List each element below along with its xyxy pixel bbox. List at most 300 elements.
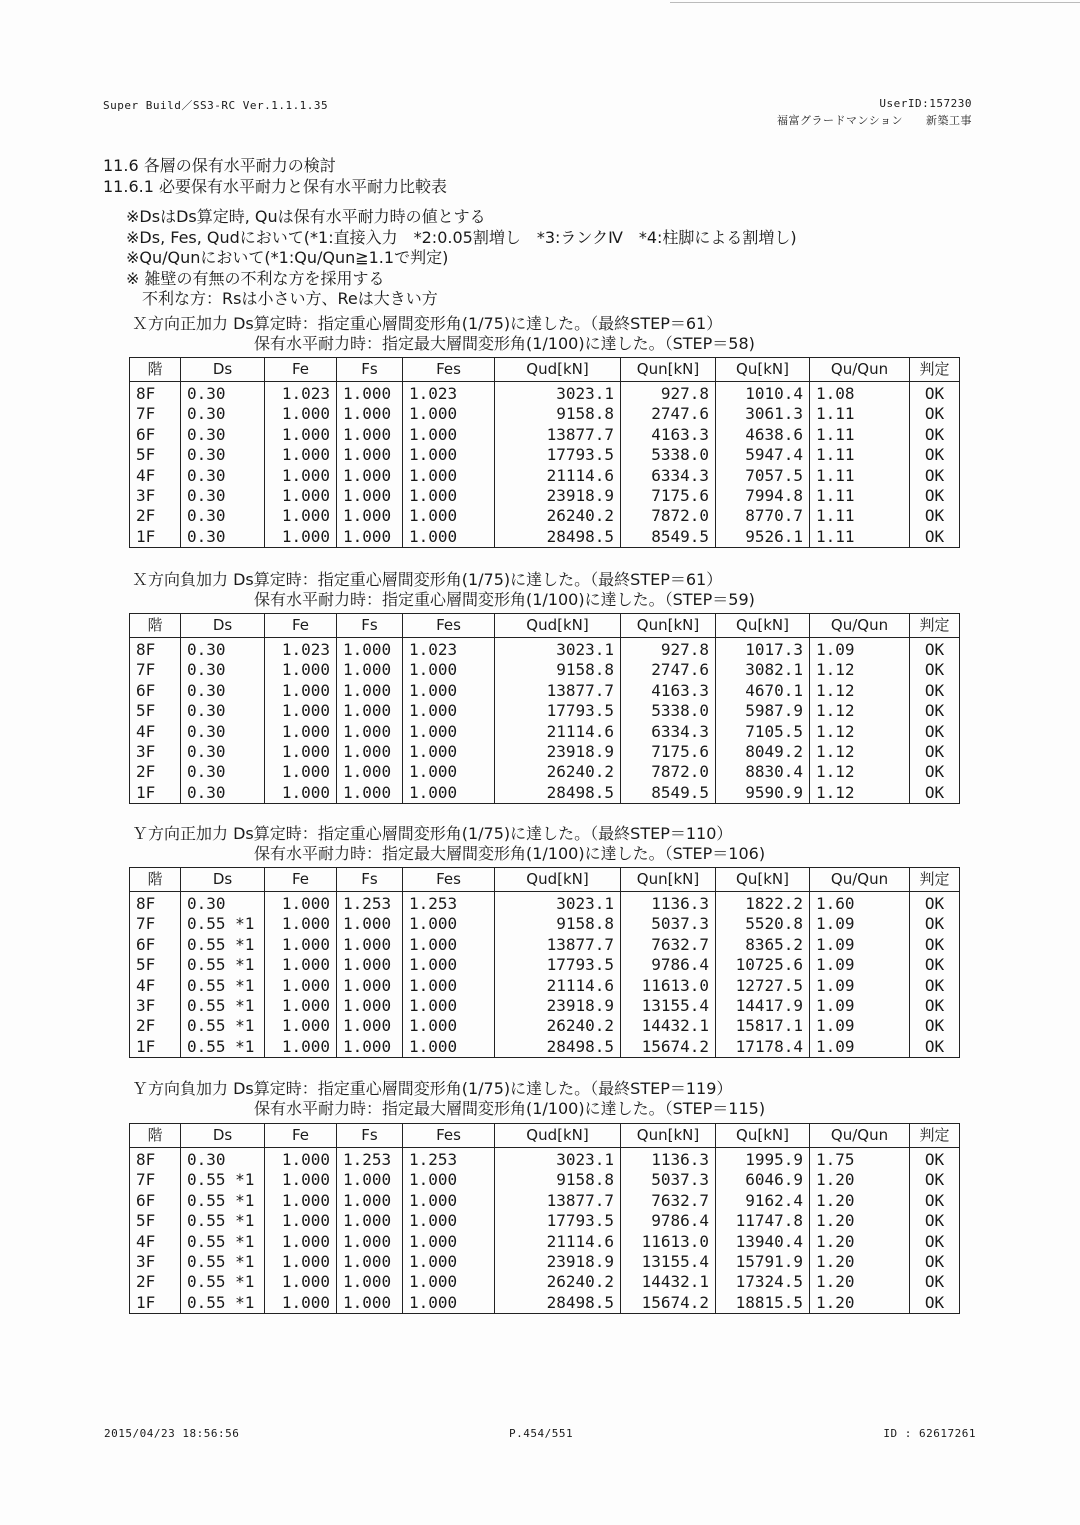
cell-fes: 1.000 [403,722,495,742]
table-row [130,762,960,782]
cell-qu: 8830.4 [716,762,810,782]
cell-fs: 1.000 [337,382,403,405]
cell-qun: 15674.2 [621,1293,716,1314]
cell-ratio: 1.20 [810,1272,910,1292]
cell-ratio: 1.60 [810,892,910,915]
cell-qud: 26240.2 [495,506,621,526]
cell-ratio: 1.20 [810,1293,910,1314]
cell-ratio: 1.11 [810,466,910,486]
cell-qud: 17793.5 [495,701,621,721]
table-row [130,1148,960,1171]
cell-ds: 0.55 *1 [181,1170,265,1190]
table-row [130,445,960,465]
cell-qun: 7175.6 [621,486,716,506]
cell-judgement: OK [910,506,960,526]
cell-fes: 1.000 [403,701,495,721]
cell-fe: 1.000 [265,466,337,486]
cell-floor: 1F [130,1037,181,1058]
cell-qun: 7872.0 [621,506,716,526]
cell-fs: 1.000 [337,1016,403,1036]
cell-qud: 3023.1 [495,892,621,915]
cell-qud: 28498.5 [495,783,621,804]
cell-ratio: 1.12 [810,701,910,721]
cell-fe: 1.023 [265,638,337,661]
table-row [130,1037,960,1058]
case-caption-line1: Ｙ方向正加力 Ds算定時：指定重心層間変形角(1/75)に達した。（最終STEP＝110） [132,824,733,843]
cell-floor: 1F [130,527,181,548]
cell-qud: 23918.9 [495,996,621,1016]
column-header-qu: Qu[kN] [716,1124,810,1148]
cell-fs: 1.253 [337,1148,403,1171]
cell-ratio: 1.11 [810,445,910,465]
note-line: ※ 雑壁の有無の不利な方を採用する [126,268,385,288]
cell-fes: 1.000 [403,1170,495,1190]
cell-fes: 1.000 [403,996,495,1016]
table-row [130,1211,960,1231]
cell-qu: 8049.2 [716,742,810,762]
cell-qud: 23918.9 [495,486,621,506]
cell-qu: 10725.6 [716,955,810,975]
cell-judgement: OK [910,466,960,486]
case-caption [132,570,755,610]
column-header-ratio: Qu/Qun [810,1124,910,1148]
column-header-qud: Qud[kN] [495,868,621,892]
cell-ds: 0.30 [181,701,265,721]
column-header-floor: 階 [130,358,181,382]
cell-qu: 15791.9 [716,1252,810,1272]
cell-qun: 4163.3 [621,681,716,701]
cell-fe: 1.000 [265,1191,337,1211]
cell-qun: 5338.0 [621,701,716,721]
cell-fs: 1.000 [337,681,403,701]
notes-block [126,207,797,310]
cell-ratio: 1.12 [810,783,910,804]
cell-qud: 21114.6 [495,1232,621,1252]
cell-floor: 6F [130,1191,181,1211]
cell-floor: 4F [130,1232,181,1252]
cell-fes: 1.000 [403,935,495,955]
cell-ds: 0.55 *1 [181,935,265,955]
cell-floor: 2F [130,506,181,526]
cell-fes: 1.000 [403,404,495,424]
cell-floor: 7F [130,660,181,680]
cell-fe: 1.000 [265,722,337,742]
cell-fes: 1.023 [403,382,495,405]
cell-fes: 1.000 [403,1037,495,1058]
column-header-qu: Qu[kN] [716,614,810,638]
cell-ratio: 1.11 [810,506,910,526]
column-header-ratio: Qu/Qun [810,614,910,638]
cell-ds: 0.55 *1 [181,955,265,975]
strength-table [129,357,960,548]
cell-fs: 1.000 [337,445,403,465]
cell-judgement: OK [910,742,960,762]
column-header-ds: Ds [181,358,265,382]
table-row [130,660,960,680]
cell-qun: 5037.3 [621,914,716,934]
table-row [130,892,960,915]
cell-qud: 23918.9 [495,742,621,762]
column-header-qu: Qu[kN] [716,868,810,892]
cell-fe: 1.000 [265,1211,337,1231]
case-caption-line1: Ｙ方向負加力 Ds算定時：指定重心層間変形角(1/75)に達した。（最終STEP＝119） [132,1079,733,1098]
table-header-row [130,358,960,382]
column-header-qud: Qud[kN] [495,614,621,638]
cell-floor: 3F [130,996,181,1016]
cell-qud: 13877.7 [495,935,621,955]
cell-ratio: 1.11 [810,486,910,506]
cell-fs: 1.000 [337,701,403,721]
cell-qun: 14432.1 [621,1016,716,1036]
cell-qu: 9590.9 [716,783,810,804]
cell-fs: 1.000 [337,1252,403,1272]
cell-fe: 1.000 [265,1016,337,1036]
cell-fe: 1.000 [265,935,337,955]
cell-fs: 1.000 [337,955,403,975]
note-line: ※Ds, Fes, Qudにおいて(*1:直接入力 *2:0.05割増し *3:ランクⅣ *4:柱脚による割増し) [126,227,797,247]
cell-fs: 1.000 [337,506,403,526]
cell-ratio: 1.12 [810,722,910,742]
cell-fs: 1.000 [337,976,403,996]
cell-fs: 1.000 [337,425,403,445]
column-header-floor: 階 [130,614,181,638]
strength-table [129,1123,960,1314]
cell-fe: 1.000 [265,445,337,465]
case-caption-line1: Ｘ方向負加力 Ds算定時：指定重心層間変形角(1/75)に達した。（最終STEP＝61） [132,570,723,589]
cell-ratio: 1.12 [810,660,910,680]
cell-qun: 927.8 [621,638,716,661]
cell-qu: 4670.1 [716,681,810,701]
cell-floor: 6F [130,935,181,955]
column-header-floor: 階 [130,868,181,892]
cell-floor: 5F [130,445,181,465]
cell-floor: 7F [130,914,181,934]
cell-fs: 1.000 [337,638,403,661]
cell-qud: 28498.5 [495,1293,621,1314]
cell-judgement: OK [910,914,960,934]
cell-fs: 1.000 [337,527,403,548]
column-header-judgement: 判定 [910,614,960,638]
cell-ds: 0.30 [181,892,265,915]
cell-ds: 0.55 *1 [181,1232,265,1252]
cell-fe: 1.000 [265,1272,337,1292]
column-header-fes: Fes [403,1124,495,1148]
cell-fes: 1.000 [403,1293,495,1314]
cell-fes: 1.000 [403,1191,495,1211]
cell-fs: 1.000 [337,722,403,742]
strength-table [129,867,960,1058]
cell-ds: 0.30 [181,527,265,548]
cell-fs: 1.000 [337,762,403,782]
cell-ratio: 1.09 [810,914,910,934]
cell-qud: 28498.5 [495,1037,621,1058]
cell-ratio: 1.08 [810,382,910,405]
cell-floor: 7F [130,404,181,424]
cell-qu: 9162.4 [716,1191,810,1211]
cell-qu: 7105.5 [716,722,810,742]
cell-fe: 1.000 [265,1293,337,1314]
case-caption-line2: 保有水平耐力時：指定最大層間変形角(1/100)に達した。（STEP＝58) [254,334,755,353]
cell-qud: 28498.5 [495,527,621,548]
cell-fe: 1.000 [265,1232,337,1252]
column-header-judgement: 判定 [910,868,960,892]
cell-judgement: OK [910,425,960,445]
cell-fe: 1.000 [265,701,337,721]
cell-qu: 1010.4 [716,382,810,405]
cell-fe: 1.000 [265,1148,337,1171]
cell-fes: 1.253 [403,1148,495,1171]
column-header-fs: Fs [337,1124,403,1148]
cell-ratio: 1.09 [810,935,910,955]
cell-ds: 0.30 [181,742,265,762]
cell-fes: 1.000 [403,660,495,680]
column-header-fe: Fe [265,868,337,892]
cell-floor: 5F [130,701,181,721]
cell-judgement: OK [910,1170,960,1190]
cell-qu: 1995.9 [716,1148,810,1171]
cell-floor: 4F [130,976,181,996]
cell-qun: 8549.5 [621,783,716,804]
cell-qun: 1136.3 [621,892,716,915]
cell-judgement: OK [910,1252,960,1272]
cell-ds: 0.30 [181,445,265,465]
table-row [130,976,960,996]
cell-fs: 1.000 [337,914,403,934]
cell-fes: 1.000 [403,445,495,465]
cell-qud: 23918.9 [495,1252,621,1272]
cell-floor: 4F [130,466,181,486]
cell-fe: 1.000 [265,976,337,996]
cell-floor: 1F [130,783,181,804]
cell-fs: 1.000 [337,1037,403,1058]
cell-ds: 0.55 *1 [181,1016,265,1036]
cell-qun: 13155.4 [621,1252,716,1272]
cell-ratio: 1.09 [810,976,910,996]
table-row [130,1170,960,1190]
cell-fes: 1.000 [403,425,495,445]
cell-judgement: OK [910,1148,960,1171]
note-line: ※DsはDs算定時, Quは保有水平耐力時の値とする [126,207,486,226]
case-caption [132,824,765,864]
cell-fe: 1.000 [265,486,337,506]
cell-ds: 0.30 [181,660,265,680]
cell-ds: 0.30 [181,722,265,742]
cell-judgement: OK [910,660,960,680]
cell-ds: 0.30 [181,762,265,782]
cell-fs: 1.253 [337,892,403,915]
cell-qu: 8365.2 [716,935,810,955]
cell-qud: 17793.5 [495,955,621,975]
column-header-qud: Qud[kN] [495,358,621,382]
cell-qun: 927.8 [621,382,716,405]
print-datetime: 2015/04/23 18:56:56 [104,1427,240,1440]
column-header-qun: Qun[kN] [621,868,716,892]
column-header-ratio: Qu/Qun [810,358,910,382]
cell-qu: 3082.1 [716,660,810,680]
cell-fes: 1.000 [403,742,495,762]
cell-judgement: OK [910,486,960,506]
cell-qun: 2747.6 [621,404,716,424]
cell-floor: 8F [130,638,181,661]
cell-qu: 11747.8 [716,1211,810,1231]
cell-ratio: 1.12 [810,762,910,782]
cell-judgement: OK [910,996,960,1016]
cell-fe: 1.000 [265,404,337,424]
table-row [130,486,960,506]
cell-floor: 6F [130,681,181,701]
column-header-fe: Fe [265,614,337,638]
cell-qu: 1017.3 [716,638,810,661]
cell-qu: 9526.1 [716,527,810,548]
cell-qu: 1822.2 [716,892,810,915]
cell-ratio: 1.20 [810,1211,910,1231]
cell-qud: 17793.5 [495,1211,621,1231]
cell-ratio: 1.09 [810,1037,910,1058]
column-header-fe: Fe [265,1124,337,1148]
cell-ratio: 1.20 [810,1232,910,1252]
cell-qu: 7994.8 [716,486,810,506]
cell-qud: 21114.6 [495,466,621,486]
cell-qu: 17178.4 [716,1037,810,1058]
cell-fs: 1.000 [337,1232,403,1252]
cell-ds: 0.55 *1 [181,1211,265,1231]
cell-qu: 13940.4 [716,1232,810,1252]
cell-ratio: 1.12 [810,742,910,762]
cell-ratio: 1.12 [810,681,910,701]
cell-judgement: OK [910,445,960,465]
cell-ratio: 1.20 [810,1252,910,1272]
column-header-qun: Qun[kN] [621,358,716,382]
cell-ds: 0.55 *1 [181,1191,265,1211]
column-header-qun: Qun[kN] [621,1124,716,1148]
cell-qud: 9158.8 [495,914,621,934]
cell-fs: 1.000 [337,404,403,424]
cell-ds: 0.55 *1 [181,976,265,996]
cell-fs: 1.000 [337,783,403,804]
cell-qun: 7175.6 [621,742,716,762]
cell-floor: 5F [130,955,181,975]
case-caption-line2: 保有水平耐力時：指定重心層間変形角(1/100)に達した。（STEP＝59) [254,590,755,609]
case-caption-line2: 保有水平耐力時：指定最大層間変形角(1/100)に達した。（STEP＝115) [254,1099,766,1118]
table-row [130,935,960,955]
cell-fe: 1.000 [265,660,337,680]
cell-ratio: 1.09 [810,1016,910,1036]
table-row [130,382,960,405]
note-line: ※Qu/Qunにおいて(*1:Qu/Qun≧1.1で判定) [126,248,449,267]
cell-qu: 5987.9 [716,701,810,721]
cell-ds: 0.55 *1 [181,914,265,934]
column-header-ratio: Qu/Qun [810,868,910,892]
cell-qu: 3061.3 [716,404,810,424]
cell-qu: 8770.7 [716,506,810,526]
cell-qun: 13155.4 [621,996,716,1016]
cell-floor: 2F [130,1272,181,1292]
cell-fes: 1.000 [403,527,495,548]
table-row [130,404,960,424]
cell-fs: 1.000 [337,1211,403,1231]
column-header-qun: Qun[kN] [621,614,716,638]
cell-fe: 1.000 [265,742,337,762]
cell-fes: 1.000 [403,1252,495,1272]
cell-fes: 1.000 [403,466,495,486]
cell-qu: 6046.9 [716,1170,810,1190]
cell-fs: 1.000 [337,1293,403,1314]
cell-fes: 1.000 [403,762,495,782]
cell-qun: 7632.7 [621,1191,716,1211]
cell-judgement: OK [910,892,960,915]
page-number: P.454/551 [509,1427,574,1440]
strength-table [129,613,960,804]
cell-ds: 0.30 [181,783,265,804]
cell-qun: 14432.1 [621,1272,716,1292]
cell-fe: 1.000 [265,1170,337,1190]
table-row [130,1252,960,1272]
cell-qu: 5947.4 [716,445,810,465]
cell-ds: 0.30 [181,638,265,661]
column-header-judgement: 判定 [910,1124,960,1148]
cell-floor: 4F [130,722,181,742]
cell-fs: 1.000 [337,466,403,486]
cell-ratio: 1.20 [810,1170,910,1190]
table-row [130,783,960,804]
cell-qun: 2747.6 [621,660,716,680]
table-row [130,425,960,445]
table-row [130,1293,960,1314]
cell-qu: 17324.5 [716,1272,810,1292]
column-header-ds: Ds [181,1124,265,1148]
cell-ds: 0.55 *1 [181,1037,265,1058]
table-row [130,1232,960,1252]
cell-fe: 1.000 [265,783,337,804]
cell-ds: 0.30 [181,486,265,506]
column-header-ds: Ds [181,614,265,638]
cell-ds: 0.55 *1 [181,1252,265,1272]
table-row [130,681,960,701]
cell-fe: 1.000 [265,527,337,548]
cell-fes: 1.000 [403,914,495,934]
case-caption-line2: 保有水平耐力時：指定最大層間変形角(1/100)に達した。（STEP＝106) [254,844,766,863]
cell-ratio: 1.11 [810,404,910,424]
case-caption [132,1079,765,1119]
cell-qun: 1136.3 [621,1148,716,1171]
column-header-fes: Fes [403,868,495,892]
cell-judgement: OK [910,1016,960,1036]
cell-qun: 6334.3 [621,466,716,486]
cell-ds: 0.30 [181,425,265,445]
column-header-qu: Qu[kN] [716,358,810,382]
cell-judgement: OK [910,1272,960,1292]
cell-floor: 3F [130,486,181,506]
note-line: 不利な方：Rsは小さい方、Reは大きい方 [126,289,438,308]
cell-fe: 1.000 [265,955,337,975]
project-name: 福富グラードマンション 新築工事 [776,114,972,127]
column-header-qud: Qud[kN] [495,1124,621,1148]
column-header-fes: Fes [403,614,495,638]
cell-judgement: OK [910,976,960,996]
cell-ratio: 1.11 [810,527,910,548]
cell-judgement: OK [910,935,960,955]
case-caption [132,314,755,354]
cell-qun: 7872.0 [621,762,716,782]
cell-fes: 1.023 [403,638,495,661]
cell-fs: 1.000 [337,742,403,762]
cell-fes: 1.000 [403,681,495,701]
cell-ratio: 1.09 [810,955,910,975]
cell-fs: 1.000 [337,1272,403,1292]
cell-judgement: OK [910,701,960,721]
cell-judgement: OK [910,681,960,701]
column-header-fs: Fs [337,614,403,638]
